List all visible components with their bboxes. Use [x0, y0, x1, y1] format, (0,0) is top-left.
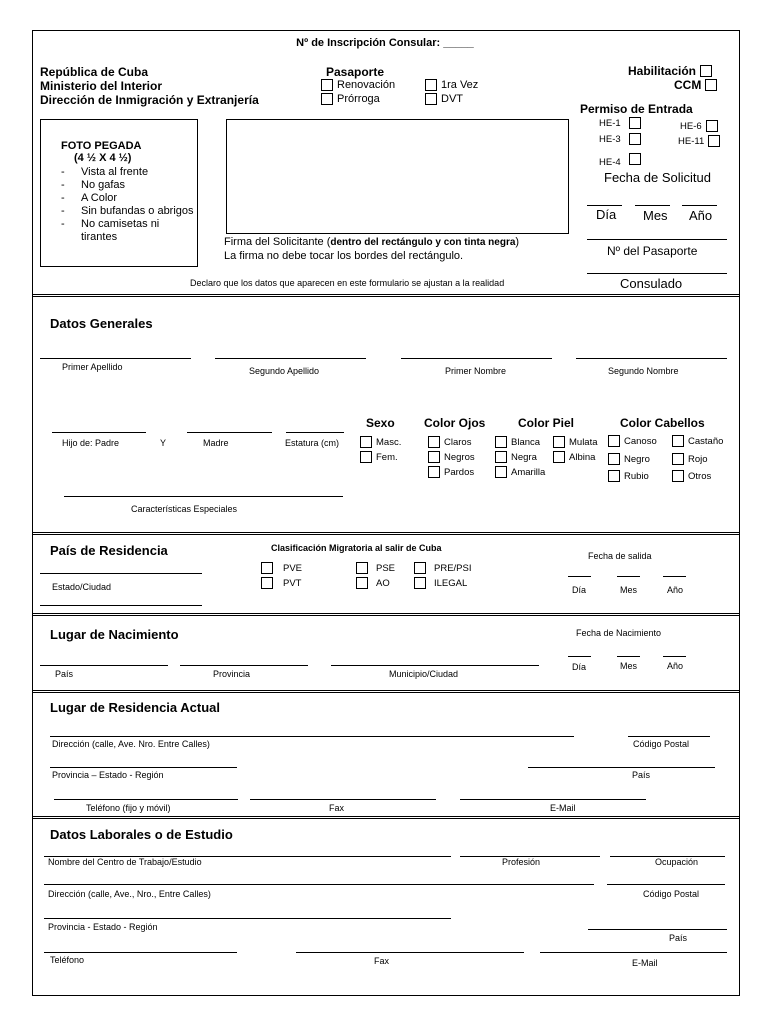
ministerio: Ministerio del Interior: [40, 79, 163, 93]
ojos-pardos[interactable]: Pardos: [428, 466, 474, 478]
padre-line[interactable]: [52, 432, 146, 433]
foto-req: - No gafas: [61, 179, 126, 191]
madre-line[interactable]: [187, 432, 272, 433]
ojos-title: Color Ojos: [424, 416, 486, 430]
checkbox[interactable]: [356, 562, 368, 574]
fecha-solicitud-label: Fecha de Solicitud: [604, 170, 711, 185]
permiso-he11[interactable]: HE-11: [678, 135, 720, 147]
cabellos-rubio[interactable]: Rubio: [608, 470, 649, 482]
cabellos-title: Color Cabellos: [620, 416, 705, 430]
firma-instruction: Firma del Solicitante (dentro del rectángulo y con tinta negra): [224, 236, 520, 248]
estatura-label: Estatura (cm): [285, 438, 340, 448]
estatura-line[interactable]: [286, 432, 344, 433]
direccion-inmigracion: Dirección de Inmigración y Extranjería: [40, 93, 259, 107]
lab-email-line[interactable]: [540, 952, 727, 953]
piel-title: Color Piel: [518, 416, 575, 430]
actual-email-label: E-Mail: [550, 803, 576, 813]
primer-apellido-label: Primer Apellido: [62, 362, 123, 372]
firma-box[interactable]: [226, 119, 569, 234]
ojos-negros[interactable]: Negros: [428, 451, 475, 463]
checkbox[interactable]: [321, 79, 333, 91]
permiso-he4[interactable]: HE-4: [599, 149, 641, 168]
lab-fax-line[interactable]: [296, 952, 524, 953]
laborales-title: Datos Laborales o de Estudio: [50, 827, 233, 842]
ccm[interactable]: CCM: [674, 78, 717, 92]
lab-centro-label: Nombre del Centro de Trabajo/Estudio: [48, 857, 202, 867]
consulado-label: Consulado: [620, 276, 683, 291]
nac-municipio-label: Municipio/Ciudad: [389, 669, 459, 679]
lab-telefono-label: Teléfono: [50, 955, 85, 965]
checkbox[interactable]: [708, 135, 720, 147]
nac-anio-label: Año: [667, 661, 684, 671]
estado-line[interactable]: [40, 573, 202, 574]
lab-pais-line[interactable]: [588, 929, 727, 930]
lab-codigo-line[interactable]: [607, 884, 725, 885]
checkbox[interactable]: [360, 451, 372, 463]
checkbox[interactable]: [495, 436, 507, 448]
cabellos-castano[interactable]: Castaño: [672, 435, 723, 447]
segundo-nombre-line[interactable]: [576, 358, 727, 359]
checkbox[interactable]: [360, 436, 372, 448]
piel-blanca[interactable]: Blanca: [495, 436, 540, 448]
num-pasaporte-label: Nº del Pasaporte: [607, 244, 698, 258]
salida-anio-line[interactable]: [663, 576, 686, 577]
dia-line[interactable]: [587, 205, 622, 206]
foto-requirements: [61, 166, 197, 244]
clasif-pve[interactable]: PVE: [261, 562, 302, 574]
checkbox[interactable]: [608, 470, 620, 482]
checkbox[interactable]: [672, 435, 684, 447]
consulado-line[interactable]: [587, 273, 727, 274]
nac-dia-line[interactable]: [568, 656, 591, 657]
section-divider: [32, 613, 740, 616]
lab-telefono-line[interactable]: [44, 952, 237, 953]
caracteristicas-line[interactable]: [64, 496, 343, 497]
anio-line[interactable]: [682, 205, 717, 206]
pasaporte-renovacion[interactable]: Renovación: [321, 79, 395, 91]
caracteristicas-label: Características Especiales: [131, 504, 238, 514]
residencia-extra-line[interactable]: [40, 605, 202, 606]
salida-dia-line[interactable]: [568, 576, 591, 577]
actual-fax-label: Fax: [329, 803, 345, 813]
nacimiento-title: Lugar de Nacimiento: [50, 627, 179, 642]
piel-amarilla[interactable]: Amarilla: [495, 466, 545, 478]
clasif-pre-psi[interactable]: PRE/PSI: [414, 562, 472, 574]
primer-apellido-line[interactable]: [40, 358, 191, 359]
sexo-masc[interactable]: Masc.: [360, 436, 401, 448]
nac-dia-label: Día: [572, 662, 587, 672]
lab-ocupacion-label: Ocupación: [655, 857, 699, 867]
checkbox[interactable]: [553, 436, 565, 448]
actual-email-line[interactable]: [460, 799, 646, 800]
sexo-fem[interactable]: Fem.: [360, 451, 398, 463]
dia-label: Día: [596, 207, 617, 222]
y-label: Y: [160, 438, 167, 448]
pasaporte-title: Pasaporte: [326, 65, 385, 79]
actual-direccion-line[interactable]: [50, 736, 574, 737]
actual-provincia-label: Provincia – Estado - Región: [52, 770, 164, 780]
foto-size: (4 ½ X 4 ½): [74, 152, 132, 164]
actual-pais-label: País: [632, 770, 651, 780]
checkbox[interactable]: [672, 453, 684, 465]
inscripcion-consular: Nº de Inscripción Consular: _____: [296, 37, 474, 49]
checkbox[interactable]: [428, 466, 440, 478]
checkbox[interactable]: [425, 93, 437, 105]
lab-email-label: E-Mail: [632, 958, 658, 968]
pasaporte-1ra-vez[interactable]: 1ra Vez: [425, 79, 478, 91]
checkbox[interactable]: [261, 577, 273, 589]
foto-box[interactable]: [40, 119, 198, 267]
habilitacion[interactable]: Habilitación: [628, 64, 712, 78]
nac-anio-line[interactable]: [663, 656, 686, 657]
salida-mes-line[interactable]: [617, 576, 640, 577]
nac-municipio-line[interactable]: [331, 665, 539, 666]
lab-provincia-label: Provincia - Estado - Región: [48, 922, 158, 932]
piel-albina[interactable]: Albina: [553, 451, 595, 463]
checkbox[interactable]: [495, 466, 507, 478]
clasif-pvt[interactable]: PVT: [261, 577, 301, 589]
fecha-nacimiento-label: Fecha de Nacimiento: [576, 628, 662, 638]
actual-telefono-label: Teléfono (fijo y móvil): [86, 803, 171, 813]
segundo-nombre-label: Segundo Nombre: [608, 366, 679, 376]
firma-note: La firma no debe tocar los bordes del rectángulo.: [224, 250, 464, 262]
checkbox[interactable]: [495, 451, 507, 463]
checkbox[interactable]: [629, 133, 641, 145]
checkbox[interactable]: [261, 562, 273, 574]
foto-req: - No camisetas ni tirantes: [61, 218, 160, 243]
actual-codigo-line[interactable]: [628, 736, 710, 737]
actual-codigo-label: Código Postal: [633, 739, 690, 749]
checkbox[interactable]: [428, 436, 440, 448]
section-divider: [32, 816, 740, 819]
residencia-title: País de Residencia: [50, 543, 168, 558]
actual-pais-line[interactable]: [528, 767, 715, 768]
permiso-he3[interactable]: HE-3: [599, 133, 641, 145]
permiso-title: Permiso de Entrada: [580, 102, 693, 116]
foto-req: - Vista al frente: [61, 166, 149, 178]
clasif-pse[interactable]: PSE: [356, 562, 395, 574]
actual-title: Lugar de Residencia Actual: [50, 700, 221, 715]
nac-provincia-label: Provincia: [213, 669, 251, 679]
piel-mulata[interactable]: Mulata: [553, 436, 598, 448]
actual-fax-line[interactable]: [250, 799, 436, 800]
lab-provincia-line[interactable]: [44, 918, 451, 919]
piel-negra[interactable]: Negra: [495, 451, 537, 463]
primer-nombre-label: Primer Nombre: [445, 366, 507, 376]
checkbox[interactable]: [672, 470, 684, 482]
cabellos-rojo[interactable]: Rojo: [672, 453, 708, 465]
nac-pais-line[interactable]: [40, 665, 168, 666]
checkbox[interactable]: [608, 435, 620, 447]
checkbox[interactable]: [414, 562, 426, 574]
checkbox[interactable]: [629, 153, 641, 165]
generales-title: Datos Generales: [50, 316, 153, 331]
nac-provincia-line[interactable]: [180, 665, 308, 666]
lab-pais-label: País: [669, 933, 688, 943]
madre-label: Madre: [203, 438, 229, 448]
lab-direccion-label: Dirección (calle, Ave., Nro., Entre Calles): [48, 889, 211, 899]
segundo-apellido-label: Segundo Apellido: [249, 366, 320, 376]
clasif-ilegal[interactable]: ILEGAL: [414, 577, 467, 589]
section-divider: [32, 294, 740, 297]
hijo-padre-label: Hijo de: Padre: [62, 438, 120, 448]
lab-direccion-line[interactable]: [44, 884, 594, 885]
pasaporte-dvt[interactable]: DVT: [425, 93, 463, 105]
salida-anio-label: Año: [667, 585, 684, 595]
checkbox[interactable]: [700, 65, 712, 77]
checkbox[interactable]: [553, 451, 565, 463]
permiso-he6[interactable]: HE-6: [680, 120, 718, 132]
checkbox[interactable]: [706, 120, 718, 132]
section-divider: [32, 690, 740, 693]
republica: República de Cuba: [40, 65, 149, 79]
declaro: Declaro que los datos que aparecen en este formulario se ajustan a la realidad: [190, 278, 505, 288]
checkbox[interactable]: [321, 93, 333, 105]
salida-mes-label: Mes: [620, 585, 638, 595]
nac-mes-label: Mes: [620, 661, 638, 671]
checkbox[interactable]: [425, 79, 437, 91]
pasaporte-prorroga[interactable]: Prórroga: [321, 93, 380, 105]
lab-fax-label: Fax: [374, 956, 390, 966]
fecha-salida-label: Fecha de salida: [588, 551, 652, 561]
nac-pais-label: País: [55, 669, 74, 679]
ojos-claros[interactable]: Claros: [428, 436, 471, 448]
lab-codigo-label: Código Postal: [643, 889, 700, 899]
nac-mes-line[interactable]: [617, 656, 640, 657]
mes-label: Mes: [643, 208, 668, 223]
cabellos-negro[interactable]: Negro: [608, 453, 650, 465]
checkbox[interactable]: [428, 451, 440, 463]
checkbox[interactable]: [629, 117, 641, 129]
mes-line[interactable]: [635, 205, 670, 206]
foto-title: FOTO PEGADA: [61, 140, 142, 152]
foto-req: - Sin bufandas o abrigos: [61, 205, 194, 217]
issuer-block: [40, 65, 259, 107]
primer-nombre-line[interactable]: [401, 358, 552, 359]
checkbox[interactable]: [414, 577, 426, 589]
checkbox[interactable]: [608, 453, 620, 465]
sexo-title: Sexo: [366, 416, 395, 430]
actual-direccion-label: Dirección (calle, Ave. Nro. Entre Calles): [52, 739, 210, 749]
checkbox[interactable]: [705, 79, 717, 91]
checkbox[interactable]: [356, 577, 368, 589]
permiso-he1[interactable]: HE-1: [599, 117, 641, 129]
clasif-ao[interactable]: AO: [356, 577, 390, 589]
anio-label: Año: [689, 208, 713, 223]
actual-telefono-line[interactable]: [54, 799, 238, 800]
clasif-title: Clasificación Migratoria al salir de Cuba: [271, 543, 442, 553]
foto-req: - A Color: [61, 192, 118, 204]
actual-provincia-line[interactable]: [50, 767, 237, 768]
cabellos-canoso[interactable]: Canoso: [608, 435, 657, 447]
salida-dia-label: Día: [572, 585, 587, 595]
estado-label: Estado/Ciudad: [52, 582, 112, 592]
lab-profesion-label: Profesión: [502, 857, 541, 867]
segundo-apellido-line[interactable]: [215, 358, 366, 359]
section-divider: [32, 532, 740, 535]
num-pasaporte-line[interactable]: [587, 239, 727, 240]
cabellos-otros[interactable]: Otros: [672, 470, 711, 482]
